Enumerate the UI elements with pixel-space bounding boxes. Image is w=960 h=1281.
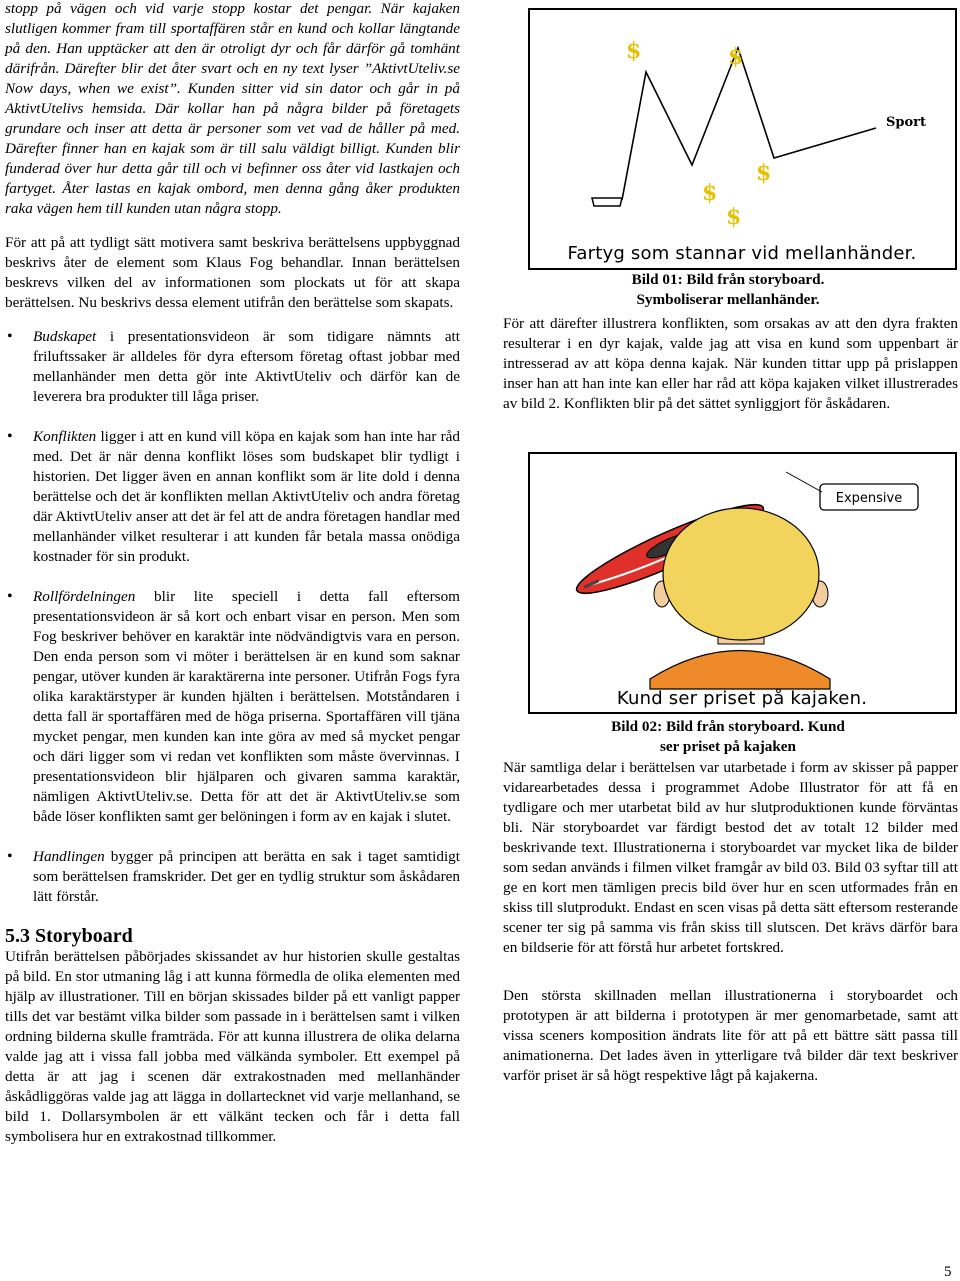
figure-1-storyboard-frame [528, 8, 957, 270]
intro-paragraph: stopp på vägen och vid varje stopp kostar det pengar. När kajaken slutligen kommer fram till sportaffären står en kund och kollar längtande på den. Han upptäcker att den är otroligt dyr och får därför gå tomhänt därifrån. Därefter blir det åter svart och en ny text lyser ”AktivtUteliv.se Now days, when we exist”. Kunden sitter vid sin dator och går in på AktivtUtelivs hemsida. Där kollar han på några bilder på företagets grundare och inser att detta är personer som vet vad de håller på med. Därefter finner han en kajak som är till salu väldigt billigt. Kunden blir funderad över hur detta går till och vi befinner oss åter vid lastkajen och fartyget. Åter lastas en kajak ombord, men denna gång åker produkten raka vägen hem till kunden utan några stopp. [5, 0, 460, 217]
figure-2-caption [528, 717, 928, 757]
motivation-paragraph: För att på att tydligt sätt motivera samt beskriva berättelsens uppbyggnad beskrivs åter de element som Klaus Fog behandlar. Innan berättelsen beskrevs vilken del av informationen som plockats ut för att skapa berättelsen. Nu beskrivs dessa element utifrån den berättelse som skapats. [5, 234, 460, 311]
bullet-term: Handlingen [33, 848, 105, 865]
bullet-term: Budskapet [33, 328, 97, 345]
bullet-text: i presentationsvideon är som tidigare nämnts att friluftssaker är alldeles för dyra eftersom företag oftast jobbar med mellanhänder men detta gör inte AktivtUteliv och därför kan de leverera bra produkter till låga priser. [33, 328, 460, 405]
story-elements-list [5, 327, 460, 907]
storyboard-paragraph: Utifrån berättelsen påbörjades skissandet av hur historien skulle gestaltas på bild. En stor utmaning låg i att kunna förmedla de olika elementen med hjälp av illustrationer. Till en början skissades bilder på ett vanligt papper tills det var bestämt vilka bilder som passade in i berättelsen samt i vilken ordning bilderna skulle framträda. För att kunna illustrera de olika delarna valde jag att i vissa fall jobba med välkända symboler. Ett exempel på detta är att jag i scenen där extrakostnaden med mellanhänder åskådliggöras valde jag att lägga in dollartecknet vid varje mellanhand, se bild 1. Dollarsymbolen är ett välkänt tecken och får i detta fall symbolisera hur en extrakostnad tillkommer. [5, 948, 460, 1145]
ship-icon [592, 198, 622, 206]
figure-2-title: Kund ser priset på kajaken. [616, 688, 868, 709]
caption-line: Bild 02: Bild från storyboard. Kund [611, 718, 845, 735]
page-number: 5 [944, 1264, 952, 1280]
dollar-icon: $ [728, 44, 744, 70]
figure-2-illustration [530, 454, 955, 712]
head-hair [663, 508, 819, 640]
figure-1-title: Fartyg som stannar vid mellanhänder. [567, 243, 917, 264]
dollar-icon: $ [726, 204, 742, 230]
dollar-icon: $ [626, 38, 642, 64]
store-sign: Sport [886, 115, 927, 130]
list-item [5, 427, 460, 567]
list-item [5, 847, 460, 907]
bullet-text: blir lite speciell i detta fall eftersom presentationsvideon är så kort och enbart visar en person. Men som Fog beskriver behöver en karaktär inte nödvändigtvis vara en person. Den enda person som vi möter i berättelsen är en kund som saknar pengar, utöver kunden är karaktärerna inte personer. Utifrån Fogs fyra olika karaktärstyper är kunden hjälten i berättelsen. Motståndaren i detta fall är sportaffären med de höga priserna. Sportaffären vill tjäna mycket pengar, men kunden kan inte göra av med så mycket pengar och däri ligger som vi redan vet konflikten som måste övervinnas. I presentationsvideon blir hjälparen och givaren samma karaktär, nämligen AktivtUteliv.se. Detta för att det är AktivtUteliv.se som både löser konflikten samt ger belöningen i form av en kajak i slutet. [33, 588, 460, 825]
bullet-text: bygger på principen att berätta en sak i taget samtidigt som berättelsen framskrider. Det ger en tydlig struktur som åskådaren lätt förstår. [33, 848, 460, 905]
figure-2-storyboard-frame [528, 452, 957, 714]
section-heading: 5.3 Storyboard [5, 925, 133, 947]
caption-line: Bild 01: Bild från storyboard. [631, 271, 825, 288]
bullet-text: ligger i att en kund vill köpa en kajak som han inte har råd med. Det är när denna konflikt löses som budskapet blir tydligt i historien. Det ligger även en annan konflikt som är lite dold i denna berättelse och det är konflikten mellan AktivtUteliv och andra företag där AktivtUteliv anser att det är fel att de andra företagen handlar med mellanhänder vilket resulterar i att kunden får betala massa onödiga kostnader för sin produkt. [33, 428, 460, 565]
dollar-icon: $ [756, 160, 772, 186]
illustrator-paragraph: När samtliga delar i berättelsen var utarbetade i form av skisser på papper vidarearbetades dessa i programmet Adobe Illustrator för att få en tydligare och mer utarbetat bild av hur slutproduktionen kunde förväntas bli. När storyboardet var färdigt bestod det av totalt 12 bilder med beskrivande text. Illustrationerna i storyboardet var mycket lika de bilder som sedan används i filmen vilket framgår av bild 03. Bild 03 syftar till att ge en kort men tämligen precis bild över hur en scen utformades från en skiss till slutprodukt. Endast en scen visas på detta sätt eftersom resterande scener ter sig på samma vis från skiss till slutscen. Det krävs därför bara en bildserie för att förstå hur arbetet fortskred. [503, 759, 958, 956]
figure-1-caption [528, 270, 928, 310]
left-column [5, 0, 460, 1147]
list-item [5, 327, 460, 407]
bullet-term: Rollfördelningen [33, 588, 136, 605]
route-line [622, 48, 876, 200]
prototype-paragraph: Den största skillnaden mellan illustrationerna i storyboardet och prototypen är att bilderna i prototypen är mer genomarbetade, samt att vissa sceners komposition ändrats lite för att på ett bättre sätt passa till animationerna. Det lades även in ytterligare två bilder där text beskriver varför priset är så högt respektive lågt på kajakerna. [503, 987, 958, 1084]
dollar-icon: $ [702, 180, 718, 206]
conflict-paragraph: För att därefter illustrera konflikten, som orsakas av att den dyra frakten resulterar i en dyr kajak, valde jag att visa en kund som uppenbart är intresserad av att köpa denna kajak. När kunden tittar upp på prislappen inser han att han inte kan eller har råd att köpa kajaken vilket illustrerades av bild 2. Konflikten blir på det sättet synliggjort för åskådaren. [503, 315, 958, 412]
list-item [5, 587, 460, 827]
shirt [650, 651, 830, 690]
caption-line: ser priset på kajaken [660, 738, 796, 755]
figure-1-illustration [530, 10, 955, 268]
bullet-term: Konflikten [33, 428, 97, 445]
price-tag-label: Expensive [835, 491, 903, 506]
caption-line: Symboliserar mellanhänder. [636, 291, 820, 308]
tag-string [786, 472, 822, 492]
